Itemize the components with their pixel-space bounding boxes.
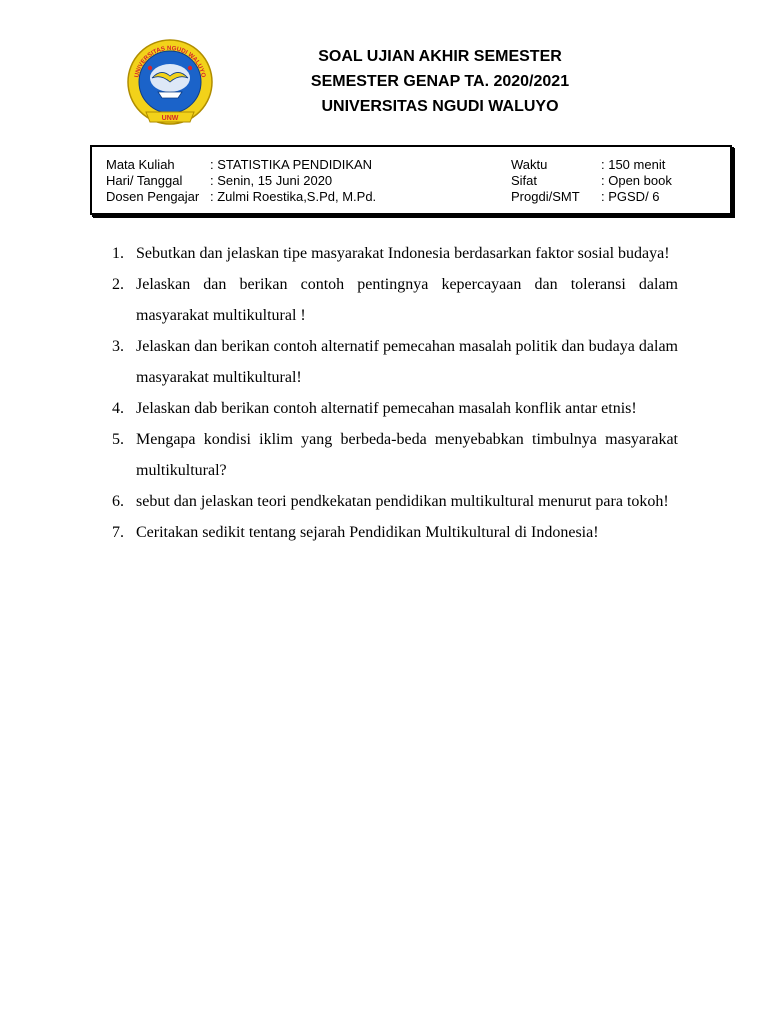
question-item <box>108 424 678 486</box>
question-number: 6. <box>112 493 124 510</box>
question-number: 4. <box>112 400 124 417</box>
lecturer-value: : Zulmi Roestika,S.Pd, M.Pd. <box>210 189 377 204</box>
header-university: UNIVERSITAS NGUDI WALUYO <box>321 98 559 115</box>
question-number: 1. <box>112 245 124 262</box>
question-number: 2. <box>112 276 124 293</box>
duration-label: Waktu <box>511 157 548 172</box>
question-text: sebut dan jelaskan teori pendkekatan pendidikan multikultural menurut para tokoh! <box>136 493 669 510</box>
course-value: : STATISTIKA PENDIDIKAN <box>210 157 373 172</box>
nature-value: : Open book <box>601 173 672 188</box>
question-item <box>108 517 678 548</box>
question-text: Ceritakan sedikit tentang sejarah Pendidikan Multikultural di Indonesia! <box>136 524 599 541</box>
question-number: 7. <box>112 524 124 541</box>
question-item <box>108 393 678 424</box>
exam-header <box>270 44 610 119</box>
question-item <box>108 331 678 393</box>
question-number: 5. <box>112 431 124 448</box>
question-list <box>108 238 678 548</box>
header-title: SOAL UJIAN AKHIR SEMESTER <box>318 48 562 65</box>
question-text: Jelaskan dan berikan contoh alternatif pemecahan masalah politik dan budaya dalam masyarakat multikultural! <box>136 338 678 386</box>
course-info-box <box>90 145 732 215</box>
nature-label: Sifat <box>511 173 538 188</box>
lecturer-label: Dosen Pengajar <box>106 189 200 204</box>
question-item <box>108 238 678 269</box>
header-semester: SEMESTER GENAP TA. 2020/2021 <box>310 73 570 90</box>
university-logo <box>124 38 216 130</box>
question-item <box>108 486 678 517</box>
question-text: Jelaskan dan berikan contoh pentingnya kepercayaan dan toleransi dalam masyarakat multikultural ! <box>136 276 678 324</box>
question-number: 3. <box>112 338 124 355</box>
date-label: Hari/ Tanggal <box>106 173 183 188</box>
logo-banner-text: UNW <box>161 115 179 122</box>
duration-value: : 150 menit <box>601 157 666 172</box>
question-item <box>108 269 678 331</box>
logo-ring-text: UNIVERSITAS NGUDI WALUYO <box>133 44 207 79</box>
question-text: Jelaskan dab berikan contoh alternatif pemecahan masalah konflik antar etnis! <box>136 400 637 417</box>
course-label: Mata Kuliah <box>106 157 175 172</box>
question-text: Mengapa kondisi iklim yang berbeda-beda menyebabkan timbulnya masyarakat multikultural? <box>136 431 678 479</box>
question-text: Sebutkan dan jelaskan tipe masyarakat Indonesia berdasarkan faktor sosial budaya! <box>136 245 670 262</box>
program-label: Progdi/SMT <box>511 189 580 204</box>
program-value: : PGSD/ 6 <box>601 189 660 204</box>
date-value: : Senin, 15 Juni 2020 <box>210 173 333 188</box>
